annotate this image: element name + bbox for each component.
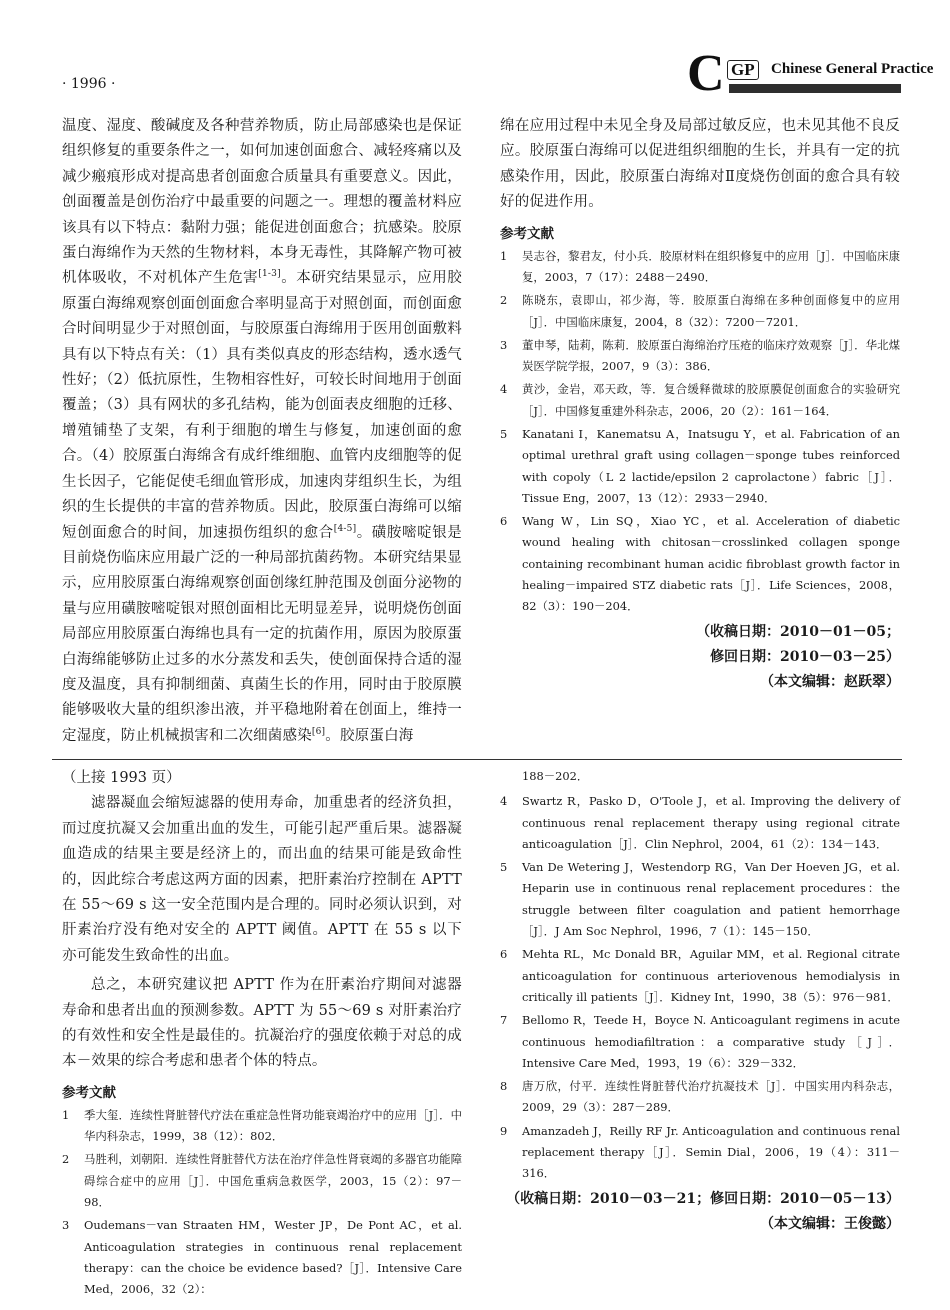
reference-continuation-text: 188－202． <box>522 769 589 783</box>
journal-logo-gp: GP <box>727 60 759 80</box>
reference-item <box>500 1121 900 1185</box>
top-left-paragraph <box>62 114 462 749</box>
journal-title: Chinese General Practice <box>771 61 934 77</box>
top-left-column <box>62 114 462 749</box>
reference-number: 4 <box>500 794 508 809</box>
reference-number: 2 <box>500 293 508 308</box>
reference-text: 董申琴，陆莉，陈莉．胶原蛋白海绵治疗压疮的临床疗效观察［J］．华北煤炭医学院学报，2007，9（3）：386． <box>522 337 900 374</box>
top-right-paragraph: 绵在应用过程中未见全身及局部过敏反应，也未见其他不良反应。胶原蛋白海绵可以促进组织细胞的生长，并具有一定的抗感染作用，因此，胶原蛋白海绵对Ⅱ度烧伤创面的愈合具有较好的促进作用。 <box>500 118 900 211</box>
reference-item <box>500 511 900 617</box>
reference-text: Oudemans－van Straaten HM，Wester JP，De Pont AC，et al. Anticoagulation strategies in continuous renal replacement therapy：can the choice be evidence based?［J］．Intensive Care Med，2006，32（2）： <box>84 1218 462 1297</box>
reference-continuation <box>500 766 900 787</box>
reference-text: Wang W，Lin SQ，Xiao YC，et al. Acceleration of diabetic wound healing with chitosan－crosslinked collagen sponge containing recombinant human acidic fibroblast growth factor in healing－impaired STZ diabetic rats［J］．Life Sciences，2008，82（3）：190－204． <box>522 514 900 614</box>
editor-credit: （本文编辑：王俊懿） <box>760 1215 900 1232</box>
journal-logo <box>687 45 934 102</box>
reference-text: Van De Wetering J，Westendorp RG，Van Der Hoeven JG，et al. Heparin use in continuous renal replacement procedures：the struggle between filter coagulation and patient hemorrhage［J］．J Am Soc Nephrol，1996，7（1）：145－150． <box>522 860 900 939</box>
reference-text: 季大玺．连续性肾脏替代疗法在重症急性肾功能衰竭治疗中的应用［J］．中华内科杂志，1999，38（12）：802． <box>84 1107 462 1144</box>
bottom-paragraph-1: 滤器凝血会缩短滤器的使用寿命，加重患者的经济负担，而过度抗凝又会加重出血的发生，可能引起严重后果。滤器凝血造成的结果主要是经济上的，而出血的结果可能是致命性的，因此综合考虑这两方面的因素，把肝素治疗控制在 APTT 在 55～69 s 这一安全范围内是合理的。同时必须认识到，对肝素治疗没有绝对安全的 APTT 阈值。APTT 在 55 s 以下亦可能发生致命性的出血。 <box>62 795 462 964</box>
reference-number: 1 <box>500 248 508 263</box>
journal-logo-bar <box>729 84 901 93</box>
reference-list <box>62 1105 462 1301</box>
bottom-right-column <box>500 766 900 1237</box>
reference-item <box>500 335 900 378</box>
top-right-column <box>500 114 900 695</box>
reference-text: 马胜利，刘朝阳．连续性肾脏替代方法在治疗伴急性肾衰竭的多器官功能障碍综合症中的应用［J］．中国危重病急救医学，2003，15（2）：97－98． <box>84 1152 462 1210</box>
reference-text: 唐万欣，付平．连续性肾脏替代治疗抗凝技术［J］．中国实用内科杂志，2009，29（3）：287－289． <box>522 1079 900 1115</box>
reference-number: 9 <box>500 1123 508 1138</box>
reference-text: 吴志谷，黎君友，付小兵．胶原材料在组织修复中的应用［J］．中国临床康复，2003，7（17）：2488－2490． <box>522 248 900 284</box>
reference-number: 5 <box>500 860 508 875</box>
reference-number: 3 <box>62 1218 70 1233</box>
reference-item <box>500 857 900 942</box>
reference-number: 1 <box>62 1107 70 1122</box>
reference-text: 黄沙，金岩，邓天政，等．复合缓释微球的胶原膜促创面愈合的实验研究［J］．中国修复重建外科杂志，2006，20（2）：161－164． <box>522 382 900 418</box>
journal-logo-mark: C <box>687 45 725 102</box>
reference-heading: 参考文献 <box>500 225 554 242</box>
revised-date: 修回日期：2010－03－25） <box>710 648 900 665</box>
received-revised-dates: （收稿日期：2010－03－21；修回日期：2010－05－13） <box>506 1190 900 1207</box>
reference-text: 陈晓东，袁即山，祁少海，等．胶原蛋白海绵在多种创面修复中的应用［J］．中国临床康复，2004，8（32）：7200－7201． <box>522 293 900 329</box>
received-date: （收稿日期：2010－01－05； <box>696 623 900 640</box>
reference-item <box>500 944 900 1008</box>
page-number: · 1996 · <box>62 76 116 92</box>
reference-text: Mehta RL，Mc Donald BR，Aguilar MM，et al. Regional citrate anticoagulation for continuous arteriovenous hemodialysis in critically ill patients［J］．Kidney Int，1990，38（5）：976－981． <box>522 947 900 1004</box>
reference-number: 5 <box>500 427 508 441</box>
reference-number: 4 <box>500 382 508 397</box>
reference-number: 6 <box>500 947 508 962</box>
bottom-paragraph-2: 总之，本研究建议把 APTT 作为在肝素治疗期间对滤器寿命和患者出血的预测参数。APTT 为 55～69 s 对肝素治疗的有效性和安全性是最佳的。抗凝治疗的强度依赖于对总的成本－效果的综合考虑和患者个体的特点。 <box>62 977 462 1070</box>
body-text-4: 。胶原蛋白海 <box>325 727 414 744</box>
section-divider <box>52 759 902 760</box>
reference-number: 8 <box>500 1079 508 1094</box>
reference-number: 7 <box>500 1013 508 1028</box>
reference-number: 3 <box>500 337 508 352</box>
reference-text: Kanatani I，Kanematsu A，Inatsugu Y，et al. Fabrication of an optimal urethral graft using collagen－sponge tubes reinforced with copoly（L 2 lactide/epsilon 2 caprolactone）fabric［J］．Tissue Eng，2007，13（12）：2933－2940． <box>522 427 900 505</box>
reference-item <box>62 1105 462 1148</box>
reference-item <box>500 1076 900 1119</box>
body-text-3: 。磺胺嘧啶银是目前烧伤临床应用最广泛的一种局部抗菌药物。本研究结果显示，应用胶原蛋白海绵观察创面创缘红肿范围及创面分泌物的量与应用磺胺嘧啶银对照创面相比无明显差异，说明烧伤创面局部应用胶原蛋白海绵也具有一定的抗菌作用，原因为胶原蛋白海绵能够防止过多的水分蒸发和丢失，使创面保持合适的湿度及温度，具有抑制细菌、真菌生长的作用，同时由于胶原膜能够吸收大量的组织渗出液，并平稳地附着在创面上，维持一定湿度，防止机械损害和二次细菌感染 <box>62 524 462 744</box>
continued-from-label: （上接 1993 页） <box>62 770 181 786</box>
reference-number: 6 <box>500 514 508 529</box>
reference-number: 2 <box>62 1152 70 1167</box>
reference-item <box>500 379 900 422</box>
citation-3: [6] <box>311 726 326 737</box>
editor-credit: （本文编辑：赵跃翠） <box>760 673 900 690</box>
reference-text: Swartz R，Pasko D，O'Toole J，et al. Improving the delivery of continuous renal replacement therapy using regional citrate anticoagulation［J］．Clin Nephrol，2004，61（2）：134－143． <box>522 794 900 851</box>
citation-2: [4-5] <box>333 523 357 534</box>
reference-text: Amanzadeh J，Reilly RF Jr. Anticoagulation and continuous renal replacement therapy［J］．Semin Dial，2006，19（4）：311－316． <box>522 1123 900 1181</box>
reference-item <box>500 290 900 333</box>
body-text-2: 。本研究结果显示，应用胶原蛋白海绵观察创面创面愈合率明显高于对照创面，而创面愈合时间明显少于对照创面，与胶原蛋白海绵用于医用创面敷料具有以下特点有关：（1）具有类似真皮的形态结构，透水透气性好；（2）低抗原性，生物相容性好，可较长时间地用于创面覆盖；（3）具有网状的多孔结构，能为创面表皮细胞的迁移、增殖铺垫了支架，有利于细胞的增生与修复，加速创面的愈合。（4）胶原蛋白海绵含有成纤维细胞、血管内皮细胞等的促生长因子，它能促使毛细血管形成，加速肉芽组织生长，为组织的生长提供的丰富的营养物质。因此，胶原蛋白海绵可以缩短创面愈合的时间，加速损伤组织的愈合 <box>62 270 462 541</box>
reference-list <box>500 791 900 1184</box>
reference-text: Bellomo R，Teede H，Boyce N. Anticoagulant regimens in acute continuous hemodiafiltration：a comparative study［J］．Intensive Care Med，1993，19（6）：329－332． <box>522 1013 900 1070</box>
reference-list <box>500 246 900 618</box>
reference-item <box>500 1010 900 1074</box>
reference-item <box>62 1149 462 1213</box>
reference-item <box>500 424 900 509</box>
body-text-1: 温度、湿度、酸碱度及各种营养物质，防止局部感染也是保证组织修复的重要条件之一，如何加速创面愈合、减轻疼痛以及减少瘢痕形成对提高患者创面愈合质量具有重要意义。因此，创面覆盖是创伤治疗中最重要的问题之一。理想的覆盖材料应该具有以下特点：黏附力强；能促进创面愈合；抗感染。胶原蛋白海绵作为天然的生物材料，本身无毒性，其降解产物可被机体吸收，不对机体产生危害 <box>62 118 462 287</box>
reference-item <box>500 791 900 855</box>
citation-1: [1-3] <box>258 269 281 280</box>
reference-item <box>62 1215 462 1300</box>
reference-item <box>500 246 900 289</box>
reference-heading: 参考文献 <box>62 1084 116 1101</box>
bottom-left-column <box>62 766 462 1303</box>
